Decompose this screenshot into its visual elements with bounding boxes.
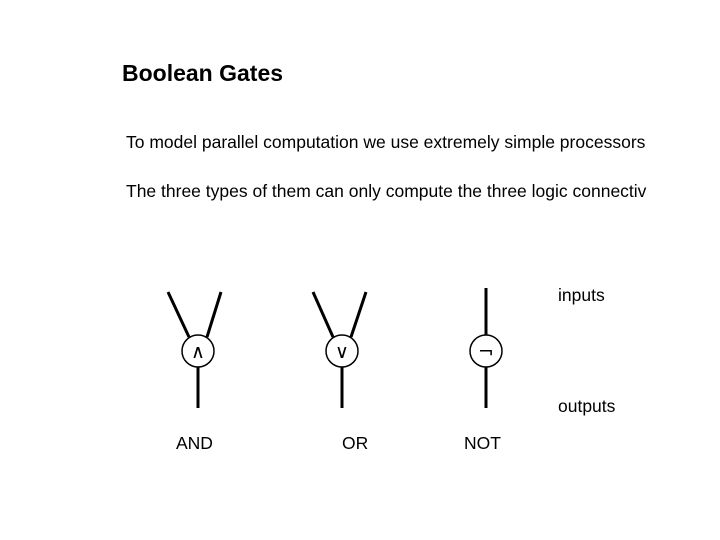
body-line-1: To model parallel computation we use extremely simple processors <box>126 132 646 152</box>
body-line-2: The three types of them can only compute the three logic connectiv <box>126 181 647 201</box>
and-input-wire-right <box>207 292 221 337</box>
and-label: AND <box>176 433 213 453</box>
outputs-label: outputs <box>558 396 616 416</box>
or-label: OR <box>342 433 369 453</box>
or-input-wire-left <box>313 292 333 337</box>
inputs-label: inputs <box>558 285 605 305</box>
or-input-wire-right <box>351 292 366 337</box>
or-symbol: ∨ <box>335 341 349 363</box>
not-label: NOT <box>464 433 501 453</box>
and-symbol: ∧ <box>191 341 205 363</box>
not-symbol: ¬ <box>478 341 494 363</box>
slide-title: Boolean Gates <box>122 60 284 86</box>
and-input-wire-left <box>168 292 189 337</box>
